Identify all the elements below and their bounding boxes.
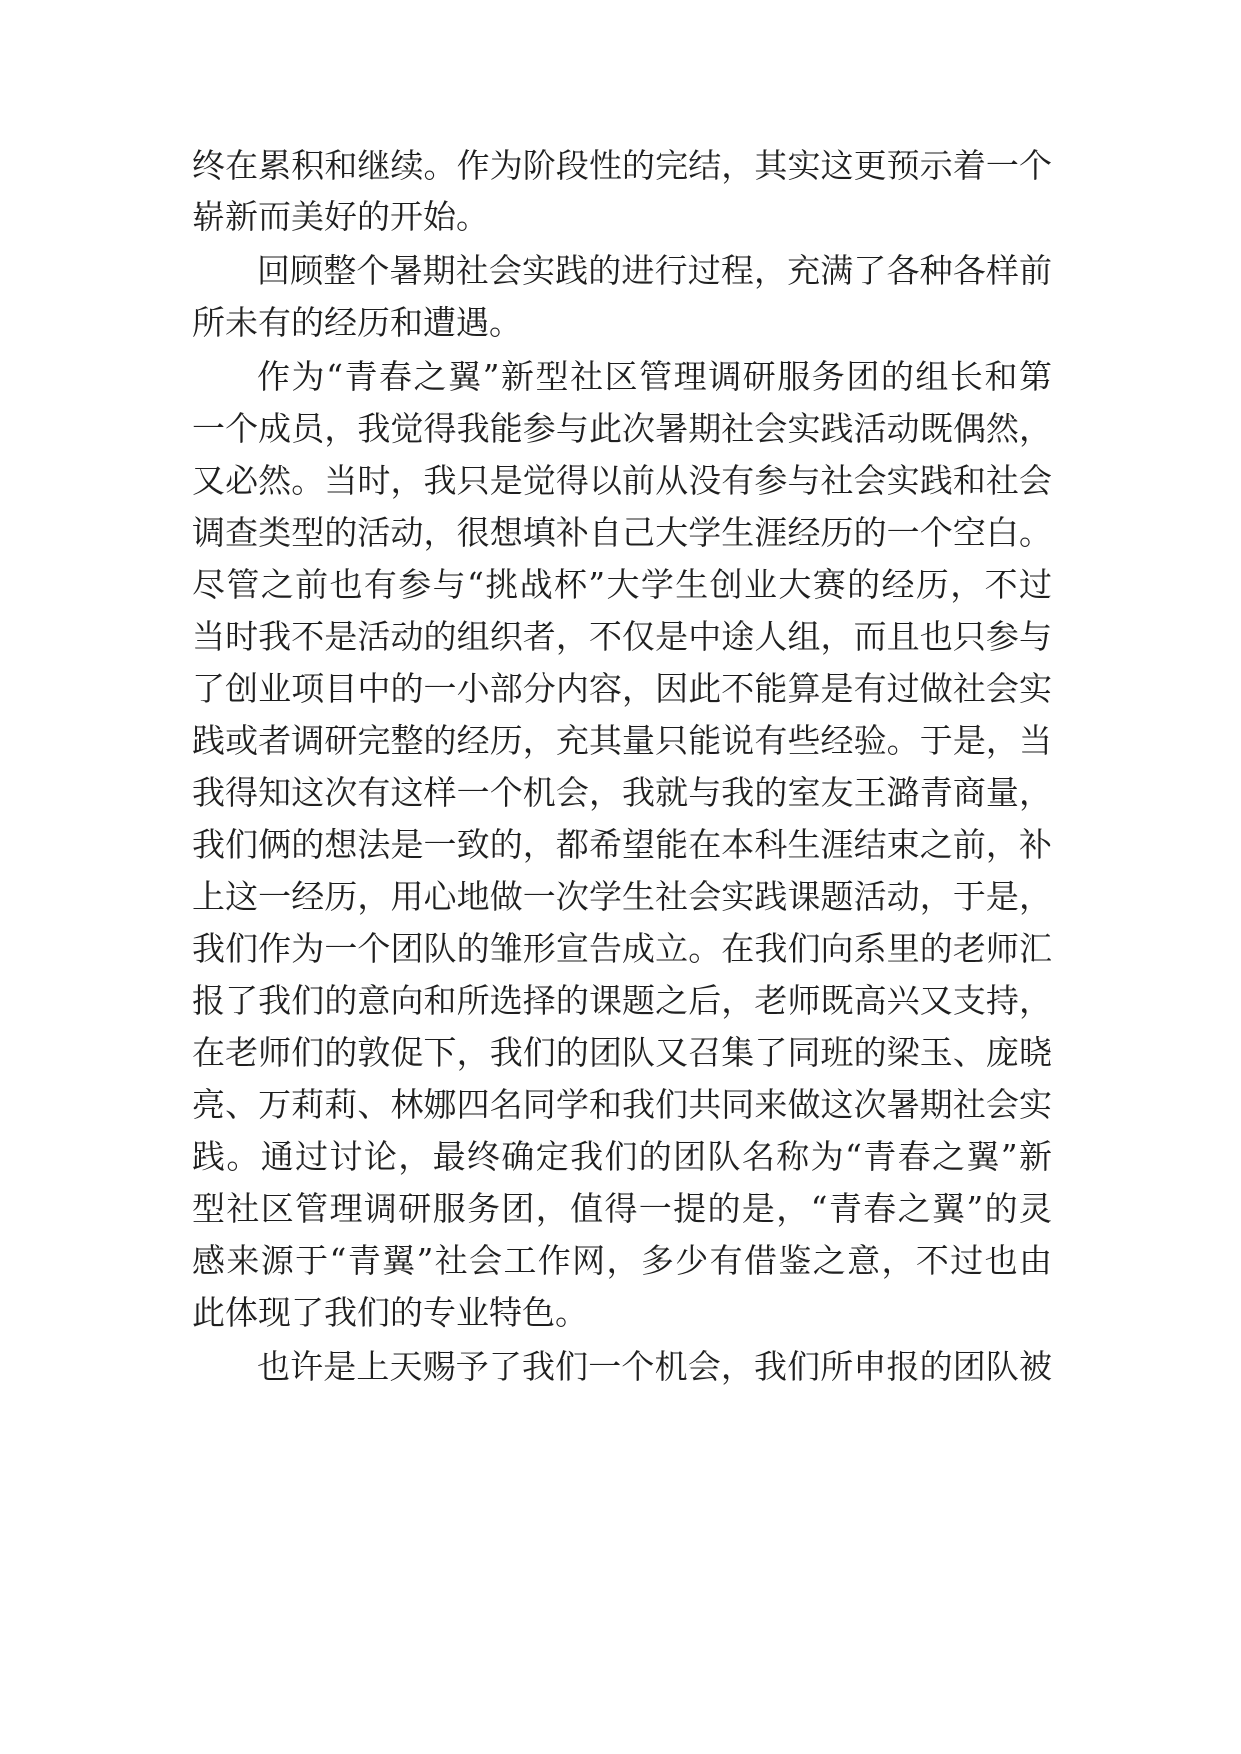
text-line: 终在累积和继续。作为阶段性的完结，其实这更预示着一个 — [192, 146, 1052, 185]
text-line: 崭新而美好的开始。 — [192, 197, 489, 236]
text-line: 践或者调研完整的经历，充其量只能说有些经验。于是，当 — [192, 721, 1052, 760]
text-line: 又必然。当时，我只是觉得以前从没有参与社会实践和社会 — [192, 461, 1052, 500]
text-line: 我们作为一个团队的雏形宣告成立。在我们向系里的老师汇 — [192, 929, 1052, 968]
text-line: 所未有的经历和遭遇。 — [192, 303, 522, 342]
text-line: 此体现了我们的专业特色。 — [192, 1293, 588, 1332]
text-line: 一个成员，我觉得我能参与此次暑期社会实践活动既偶然， — [192, 409, 1052, 448]
text-line: 当时我不是活动的组织者，不仅是中途人组，而且也只参与 — [192, 617, 1052, 656]
paragraph-start-line: 也许是上天赐予了我们一个机会，我们所申报的团队被 — [257, 1347, 1052, 1386]
text-line: 上这一经历，用心地做一次学生社会实践课题活动，于是， — [192, 877, 1052, 916]
text-line: 践。通过讨论，最终确定我们的团队名称为“青春之翼”新 — [192, 1137, 1052, 1176]
text-line: 报了我们的意向和所选择的课题之后，老师既高兴又支持， — [192, 981, 1052, 1020]
text-line: 调查类型的活动，很想填补自己大学生涯经历的一个空白。 — [192, 513, 1052, 552]
text-line: 尽管之前也有参与“挑战杯”大学生创业大赛的经历，不过 — [192, 565, 1052, 604]
text-line: 在老师们的敦促下，我们的团队又召集了同班的梁玉、庞晓 — [192, 1033, 1052, 1072]
text-line: 感来源于“青翼”社会工作网，多少有借鉴之意，不过也由 — [192, 1241, 1052, 1280]
text-line: 亮、万莉莉、林娜四名同学和我们共同来做这次暑期社会实 — [192, 1085, 1052, 1124]
paragraph-start-line: 作为“青春之翼”新型社区管理调研服务团的组长和第 — [257, 357, 1052, 396]
text-line: 型社区管理调研服务团，值得一提的是，“青春之翼”的灵 — [192, 1189, 1052, 1228]
text-line: 我们俩的想法是一致的，都希望能在本科生涯结束之前，补 — [192, 825, 1052, 864]
text-line: 了创业项目中的一小部分内容，因此不能算是有过做社会实 — [192, 669, 1052, 708]
text-line: 我得知这次有这样一个机会，我就与我的室友王潞青商量， — [192, 773, 1052, 812]
paragraph-start-line: 回顾整个暑期社会实践的进行过程，充满了各种各样前 — [257, 251, 1052, 290]
